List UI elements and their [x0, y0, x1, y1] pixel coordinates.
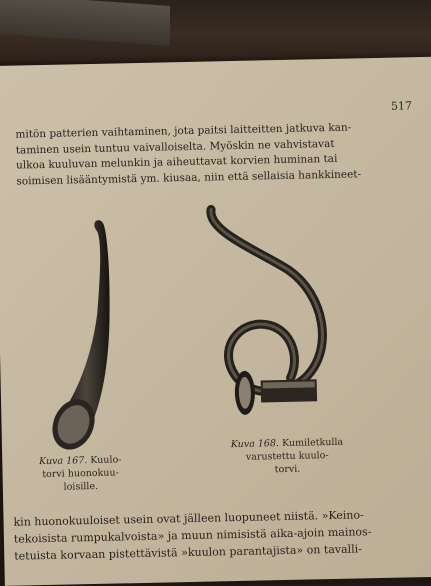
caption-line: Kumiletkulla [281, 436, 344, 450]
caption-line: loisille. [63, 480, 99, 493]
page-number: 517 [390, 99, 413, 113]
book-page [0, 57, 431, 586]
caption-line: torvi huonokuu- [42, 467, 119, 481]
body-paragraph [15, 120, 376, 190]
paragraph-line: tetuista korvaan pistettävistä »kuulon parantajista» on tavalli- [14, 542, 363, 563]
tube-ear-trumpet-illustration [197, 199, 352, 442]
caption-number: Kuva 168. [230, 438, 280, 451]
paragraph-line: mitön patterien vaihtaminen, jota paitsi laitteitten jatkuva kan- [15, 121, 352, 141]
ear-trumpet-illustration [37, 213, 152, 455]
paragraph-line: tekoisista rumpukalvoista» ja muun nimisistä aika-ajoin mainos- [13, 525, 372, 546]
figure-168-caption [207, 435, 368, 477]
paragraph-line: taminen usein tuntuu vaivalloiselta. Myöskin ne vahvistavat [15, 137, 335, 157]
figure-167-caption [20, 453, 141, 495]
caption-line: torvi. [274, 463, 301, 476]
caption-line: varustettu kuulo- [245, 450, 329, 463]
caption-number: Kuva 167. [39, 455, 88, 468]
paragraph-line: soimisen lisääntymistä ym. kiusaa, niin että sellaisia hankkineet- [16, 167, 362, 188]
paragraph-line: ulkoa kuuluvan melunkin ja aiheuttavat korvien huminan tai [15, 152, 338, 172]
caption-line: Kuulo- [90, 454, 122, 467]
bottom-paragraph [13, 505, 431, 565]
paragraph-line: kin huonokuuloiset usein ovat jälleen luopuneet niistä. »Keino- [13, 508, 364, 529]
